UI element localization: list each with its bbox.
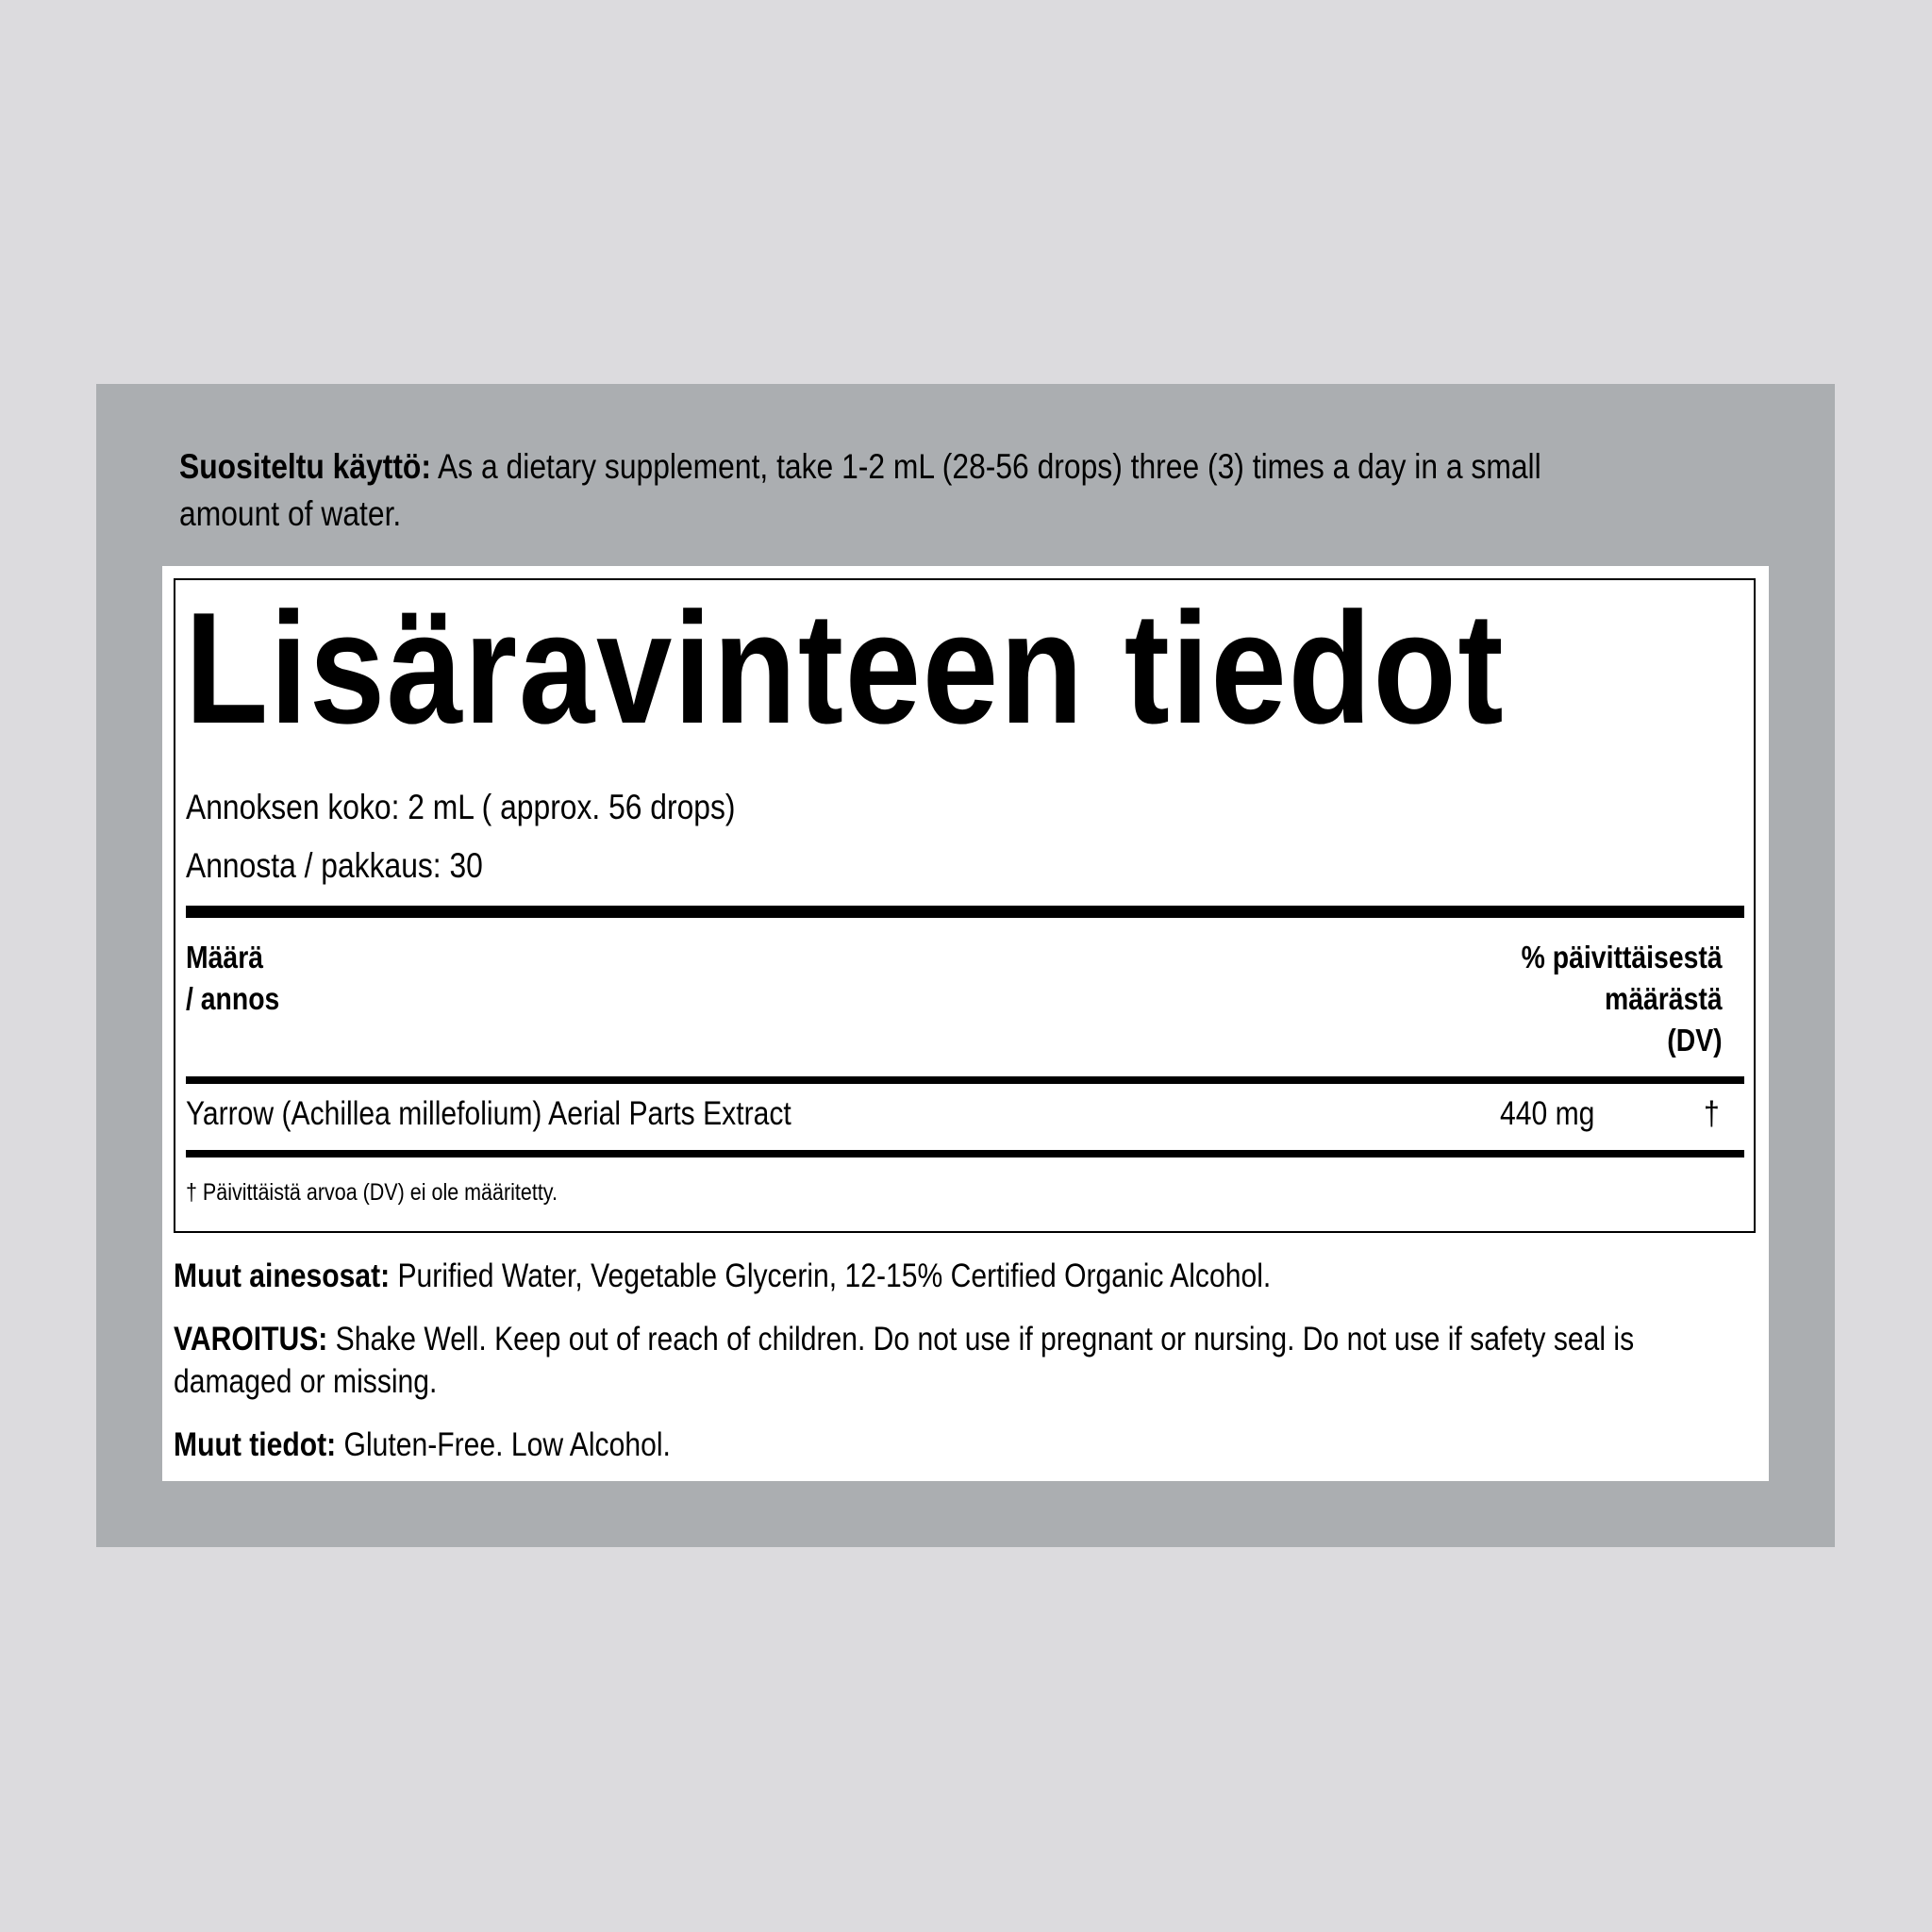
amount-header-line1: Määrä [186,940,264,974]
other-ingredients-text: Purified Water, Vegetable Glycerin, 12-15% Certified Organic Alcohol. [390,1257,1272,1294]
amount-header-line2: / annos [186,981,280,1016]
suggested-use [179,443,1745,538]
warning-text-cont: damaged or missing. [174,1363,438,1400]
dv-footnote: † Päivittäistä arvoa (DV) ei ole määritetty. [186,1179,558,1206]
serving-size: Annoksen koko: 2 mL ( approx. 56 drops) [186,788,736,826]
ingredient-dv: † [1704,1095,1720,1132]
suggested-use-text-cont: amount of water. [179,494,402,533]
ingredient-amount: 440 mg [1500,1095,1595,1132]
warning-label: VAROITUS: [174,1321,328,1357]
servings-per-container: Annosta / pakkaus: 30 [186,846,483,885]
other-info-label: Muut tiedot: [174,1426,337,1463]
suggested-use-label: Suositeltu käyttö: [179,447,431,486]
other-info-text: Gluten-Free. Low Alcohol. [336,1426,671,1463]
warning-text: Shake Well. Keep out of reach of children. Do not use if pregnant or nursing. Do not use if safety seal is [327,1321,1635,1357]
suggested-use-text: As a dietary supplement, take 1-2 mL (28-56 drops) three (3) times a day in a small [430,447,1541,486]
dv-header-line2: määrästä [1605,981,1723,1016]
daily-value-header [1522,937,1723,1061]
dv-header-line3: (DV) [1667,1023,1723,1058]
other-ingredients-label: Muut ainesosat: [174,1257,391,1294]
other-ingredients [174,1255,1740,1297]
thick-divider [186,906,1744,918]
amount-per-serving-header [186,937,279,1020]
dv-header-line1: % päivittäisestä [1522,940,1723,974]
ingredient-name: Yarrow (Achillea millefolium) Aerial Parts Extract [186,1095,791,1132]
facts-title: Lisäravinteen tiedot [185,579,1506,757]
other-info [174,1424,1740,1466]
bottom-divider [186,1150,1744,1158]
medium-divider [186,1076,1744,1084]
warning [174,1318,1740,1403]
